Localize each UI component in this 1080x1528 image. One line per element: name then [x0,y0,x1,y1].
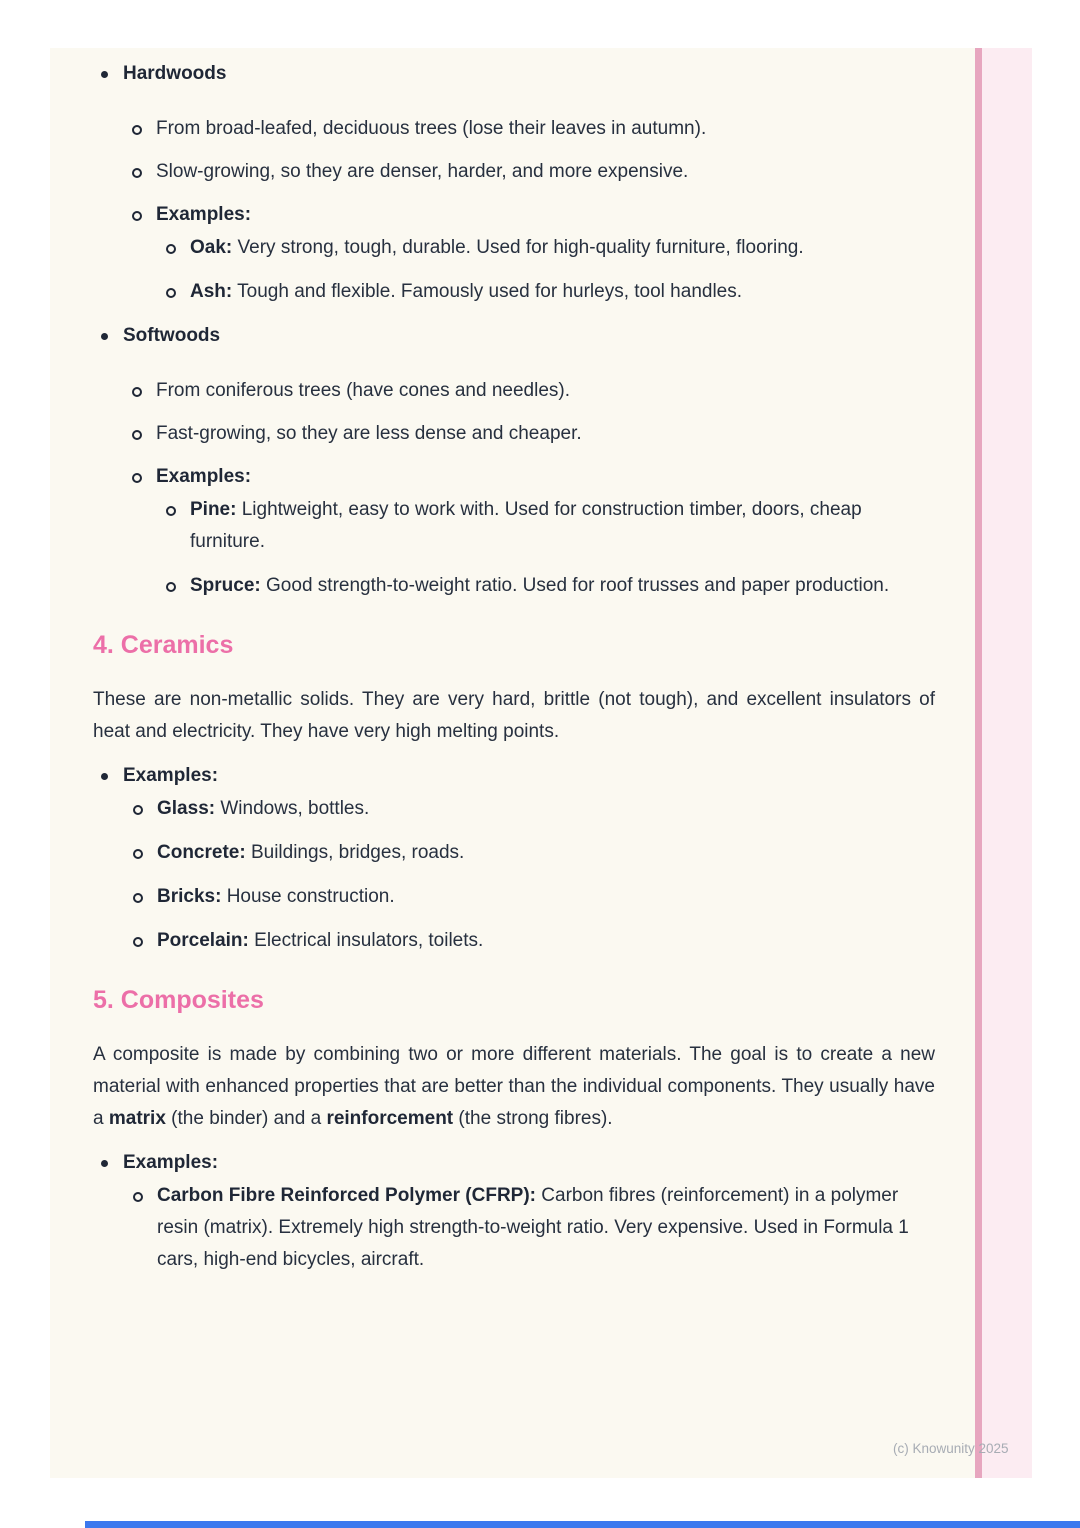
softwoods-title: Softwoods [123,325,221,346]
list-item [123,156,935,188]
list-item-spruce [156,570,935,602]
example-lead: Concrete: [157,842,246,863]
bottom-scroll-indicator[interactable] [85,1521,1080,1528]
example-text: Very strong, tough, durable. Used for high-quality furniture, flooring. [232,237,804,258]
example-text: House construction. [221,886,395,907]
ceramics-examples-block [93,760,935,957]
list-item-cfrp [123,1180,935,1276]
softwoods-sublist [123,375,935,602]
example-lead: Glass: [157,798,216,819]
section-heading-composites: 5. Composites [93,986,264,1014]
list-item-examples [93,1147,935,1276]
list-item [123,113,935,145]
list-item [123,418,935,450]
example-text: Good strength-to-weight ratio. Used for roof trusses and paper production. [260,575,890,596]
example-text: Electrical insulators, toilets. [248,930,484,951]
hardwoods-point: Slow-growing, so they are denser, harder, and more expensive. [156,161,689,182]
example-lead: Pine: [190,499,237,520]
right-margin-panel [982,48,1032,1478]
copyright-watermark: (c) Knowunity 2025 [893,1441,1009,1456]
list-item-hardwoods [93,58,935,308]
example-text: Lightweight, easy to work with. Used for construction timber, doors, cheap furniture. [190,499,862,552]
intro-segment-reinforcement: reinforcement [326,1108,454,1129]
list-item-ash [156,276,935,308]
section-heading-ceramics: 4. Ceramics [93,631,234,659]
notes-page-card [50,48,975,1478]
example-lead: Carbon Fibre Reinforced Polymer (CFRP): [157,1185,536,1206]
composites-intro [93,1039,935,1135]
example-lead: Spruce: [190,575,261,596]
softwoods-point: From coniferous trees (have cones and needles). [156,380,570,401]
hardwoods-sublist [123,113,935,308]
hardwoods-title: Hardwoods [123,63,227,84]
list-item-examples [123,461,935,602]
intro-segment: A composite is made by combining two or more different materials. The goal is to create a new material with enhanced properties that are better than the individual components. They usually have a [93,1044,935,1129]
list-item-oak [156,232,935,264]
examples-label: Examples: [156,204,252,225]
list-item-glass [123,793,935,825]
example-text: Carbon fibres (reinforcement) in a polymer resin (matrix). Extremely high strength-to-weight ratio. Very expensive. Used in Formula 1 cars, high-end bicycles, aircraft. [157,1185,909,1270]
ceramics-examples-list [123,793,935,957]
example-lead: Bricks: [157,886,222,907]
examples-label: Examples: [156,466,252,487]
list-item-examples [123,199,935,308]
intro-segment: (the strong fibres). [453,1108,613,1129]
composites-examples-list [123,1180,935,1276]
examples-label: Examples: [123,765,219,786]
list-item [123,375,935,407]
example-text: Tough and flexible. Famously used for hurleys, tool handles. [232,281,743,302]
example-text: Windows, bottles. [215,798,370,819]
list-item-examples [93,760,935,957]
list-item-pine [156,494,935,558]
softwoods-examples-list [156,494,935,602]
example-lead: Porcelain: [157,930,249,951]
hardwoods-point: From broad-leafed, deciduous trees (lose their leaves in autumn). [156,118,707,139]
composites-examples-block [93,1147,935,1276]
right-margin-accent-line [975,48,982,1478]
hardwoods-examples-list [156,232,935,308]
examples-label: Examples: [123,1152,219,1173]
list-item-bricks [123,881,935,913]
intro-segment-matrix: matrix [108,1108,166,1129]
wood-types-list [93,58,935,602]
example-lead: Oak: [190,237,233,258]
list-item-concrete [123,837,935,869]
softwoods-point: Fast-growing, so they are less dense and cheaper. [156,423,582,444]
example-lead: Ash: [190,281,233,302]
intro-segment: (the binder) and a [165,1108,327,1129]
ceramics-intro: These are non-metallic solids. They are very hard, brittle (not tough), and excellent insulators of heat and electricity. They have very high melting points. [93,689,935,742]
example-text: Buildings, bridges, roads. [245,842,465,863]
list-item-softwoods [93,320,935,602]
list-item-porcelain [123,925,935,957]
